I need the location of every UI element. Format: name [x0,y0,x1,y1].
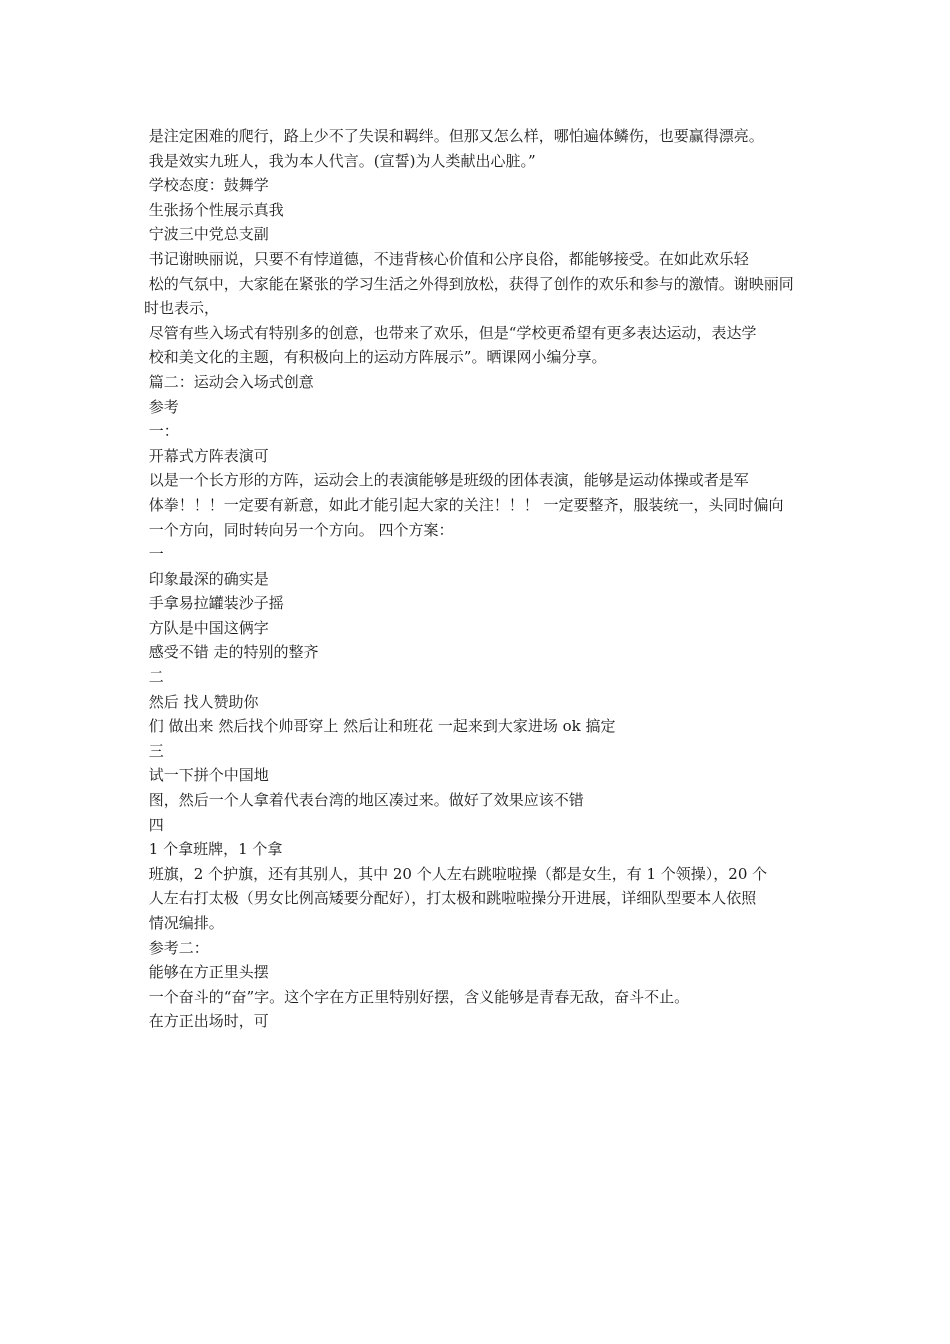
text-line: 试一下拼个中国地 [144,766,269,785]
text-line: 尽管有些入场式有特别多的创意，也带来了欢乐，但是“学校更希望有更多表达运动，表达学 [144,323,757,342]
text-line: 1 个拿班牌，1 个拿 [144,840,283,859]
text-line: 以是一个长方形的方阵，运动会上的表演能够是班级的团体表演，能够是运动体操或者是军 [144,471,749,490]
text-line: 参考 [144,397,179,416]
text-line: 生张扬个性展示真我 [144,200,284,219]
text-line: 宁波三中党总支副 [144,225,269,244]
text-line: 在方正出场时，可 [144,1012,269,1031]
text-line: 松的气氛中，大家能在紧张的学习生活之外得到放松，获得了创作的欢乐和参与的激情。谢映丽同时也表示， [144,274,794,318]
text-line: 一： [144,422,179,441]
text-line: 开幕式方阵表演可 [144,446,269,465]
text-line: 感受不错 走的特别的整齐 [144,643,319,662]
text-line: 情况编排。 [144,914,224,932]
text-line: 人左右打太极（男女比例高矮要分配好），打太极和跳啦啦操分开进展，详细队型要本人依照 [144,889,757,908]
list-marker: 三 [144,741,164,760]
text-line: 手拿易拉罐装沙子摇 [144,594,284,613]
text-line: 班旗，2 个护旗，还有其别人，其中 20 个人左右跳啦啦操（都是女生，有 1 个领操），20 个 [144,864,768,883]
list-marker: 四 [144,815,164,834]
text-line: 图，然后一个人拿着代表台湾的地区凑过来。做好了效果应该不错 [144,791,584,810]
text-line: 体拳！！！一定要有新意，如此才能引起大家的关注！！！ 一定要整齐，服装统一，头同时偏向 [144,495,784,514]
text-line: 一个方向，同时转向另一个方向。 四个方案： [144,520,454,539]
document-text-body [144,124,808,1034]
text-line: 我是效实九班人，我为本人代言。(宣誓)为人类献出心脏。” [144,151,536,170]
text-line: 然后 找人赞助你 [144,692,259,711]
list-marker: 二 [144,668,164,687]
text-line: 学校态度：鼓舞学 [144,176,269,195]
text-line: 方队是中国这俩字 [144,618,269,637]
text-line: 参考二： [144,938,209,957]
text-line: 校和美文化的主题，有积极向上的运动方阵展示”。晒课网小编分享。 [144,348,607,367]
text-line: 一个奋斗的“奋”字。这个字在方正里特别好摆，含义能够是青春无敌，奋斗不止。 [144,987,690,1006]
text-line: 是注定困难的爬行，路上少不了失误和羁绊。但那又怎么样，哪怕遍体鳞伤，也要赢得漂亮。 [144,127,764,145]
text-line: 印象最深的确实是 [144,569,269,588]
section-heading: 篇二：运动会入场式创意 [144,372,314,391]
list-marker: 一 [144,545,164,564]
text-line: 们 做出来 然后找个帅哥穿上 然后让和班花 一起来到大家进场 ok 搞定 [144,717,616,736]
text-line: 能够在方正里头摆 [144,963,269,982]
text-line: 书记谢映丽说，只要不有悖道德，不违背核心价值和公序良俗，都能够接受。在如此欢乐轻 [144,249,749,268]
